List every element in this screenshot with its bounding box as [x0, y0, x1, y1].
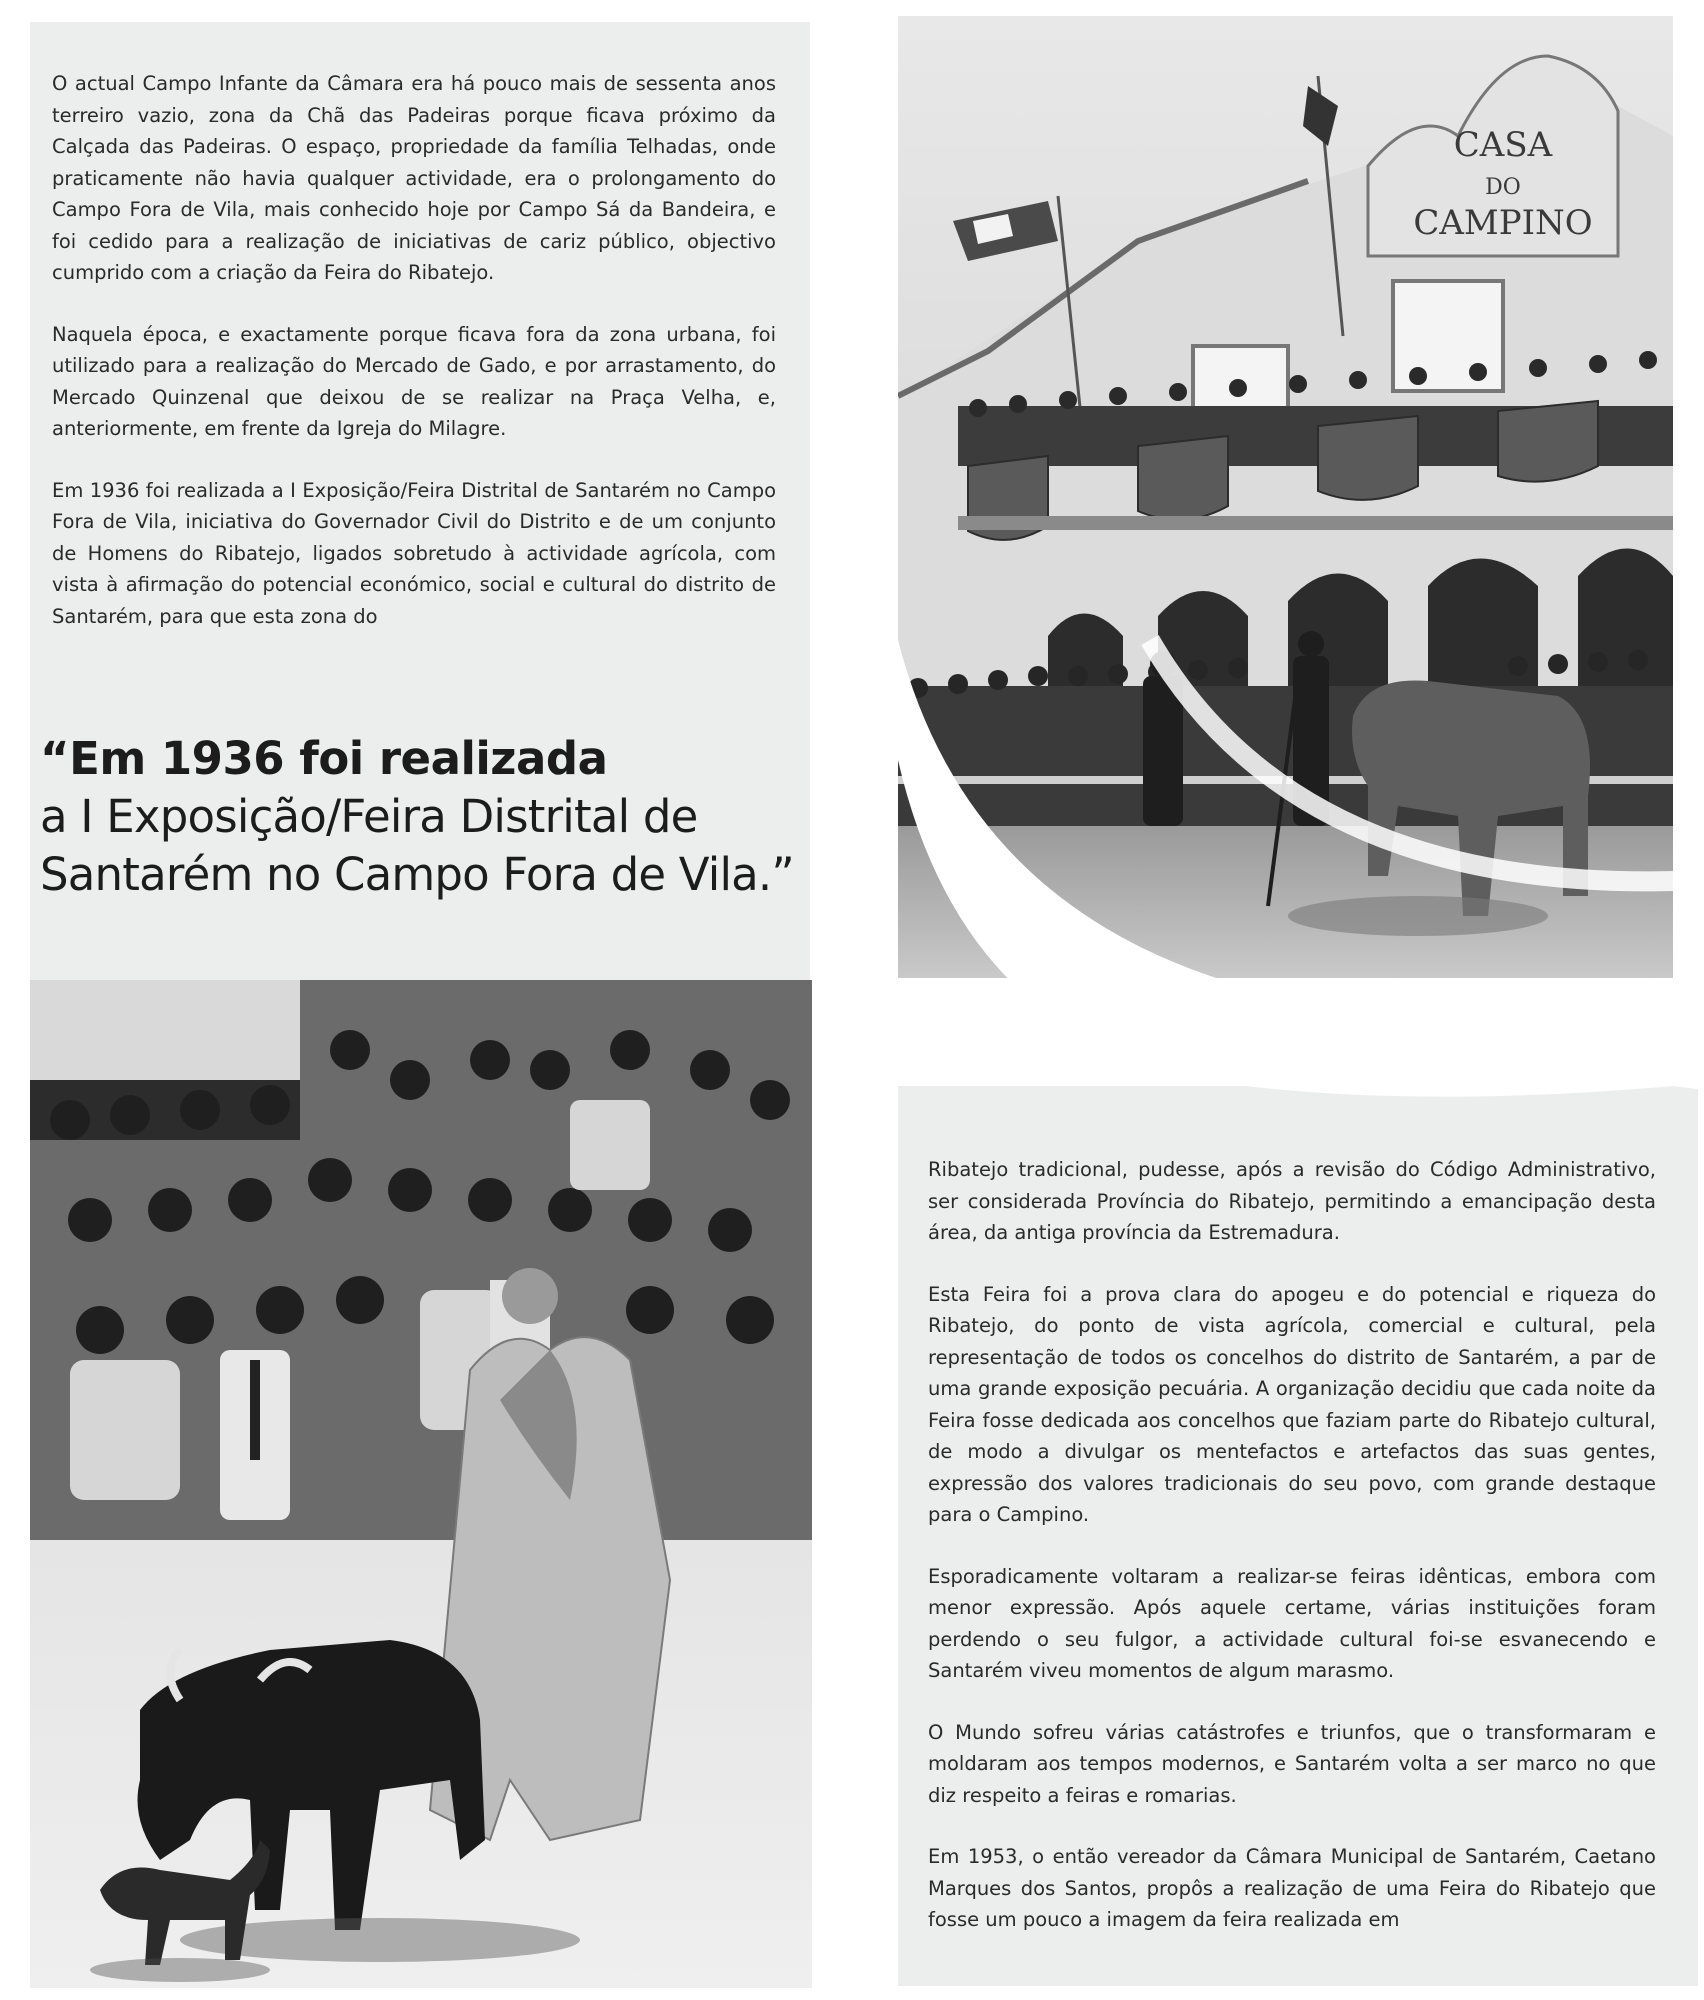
paragraph: Esta Feira foi a prova clara do apogeu e do potencial e riqueza do Ribatejo, do ponto de vista agrícola, comercial e cultural, pela representação de todos os concelhos do distrito de Santarém, a par de uma grande exposição pecuária. A organização decidiu que cada noite da Feira fosse dedicada aos concelhos que faziam parte do Ribatejo cultural, de modo a divulgar os mentefactos e artefactos das suas gentes, expressão dos valores tradicionais do seu povo, com grande destaque para o Campino. [928, 1282, 1656, 1526]
pull-quote-line: Santarém no Campo Fora de Vila.” [40, 848, 794, 901]
paragraph: O actual Campo Infante da Câmara era há pouco mais de sessenta anos terreiro vazio, zona da Chã das Padeiras porque ficava próximo da Calçada das Padeiras. O espaço, propriedade da família Telhadas, onde praticamente não havia qualquer actividade, era o prolongamento do Campo Fora de Vila, mais conhecido hoje por Campo Sá da Bandeira, e foi cedido para a realização de iniciativas de cariz público, objectivo cumprido com a criação da Feira do Ribatejo. [52, 72, 776, 284]
paragraph: Naquela época, e exactamente porque ficava fora da zona urbana, foi utilizado para a realização do Mercado de Gado, e por arrastamento, do Mercado Quinzenal que deixou de se realizar na Praça Velha, e, anteriormente, em frente da Igreja do Milagre. [52, 322, 776, 440]
sign-text: CASA [1453, 125, 1553, 165]
bull-and-cape-photo [30, 980, 812, 1988]
sign-text: DO [1485, 175, 1521, 200]
paragraph: Ribatejo tradicional, pudesse, após a revisão do Código Administrativo, ser considerada Província do Ribatejo, permitindo a emancipação desta área, da antiga província da Estremadura. [928, 1158, 1656, 1244]
pull-quote [40, 730, 810, 904]
right-column-text [928, 1154, 1656, 1966]
paragraph: Em 1936 foi realizada a I Exposição/Feira Distrital de Santarém no Campo Fora de Vila, iniciativa do Governador Civil do Distrito e de um conjunto de Homens do Ribatejo, ligados sobretudo à actividade agrícola, com vista à afirmação do potencial económico, social e cultural do distrito de Santarém, para que esta zona do [52, 478, 776, 628]
paragraph: Em 1953, o então vereador da Câmara Municipal de Santarém, Caetano Marques dos Santos, propôs a realização de uma Feira do Ribatejo que fosse um pouco a imagem da feira realizada em [928, 1845, 1656, 1931]
left-column-text [52, 68, 776, 662]
pull-quote-line: “Em 1936 foi realizada [40, 732, 608, 785]
casa-do-campino-photo [898, 16, 1673, 978]
paragraph: Esporadicamente voltaram a realizar-se feiras idênticas, embora com menor expressão. Após aquele certame, várias instituições foram perdendo o seu fulgor, a actividade cultural foi-se esvanecendo e Santarém viveu momentos de algum marasmo. [928, 1564, 1656, 1682]
paragraph: O Mundo sofreu várias catástrofes e triunfos, que o transformaram e moldaram aos tempos modernos, e Santarém volta a ser marco no que diz respeito a feiras e romarias. [928, 1720, 1656, 1807]
pull-quote-line: a I Exposição/Feira Distrital de [40, 790, 698, 843]
sign-text: CAMPINO [1413, 203, 1593, 243]
